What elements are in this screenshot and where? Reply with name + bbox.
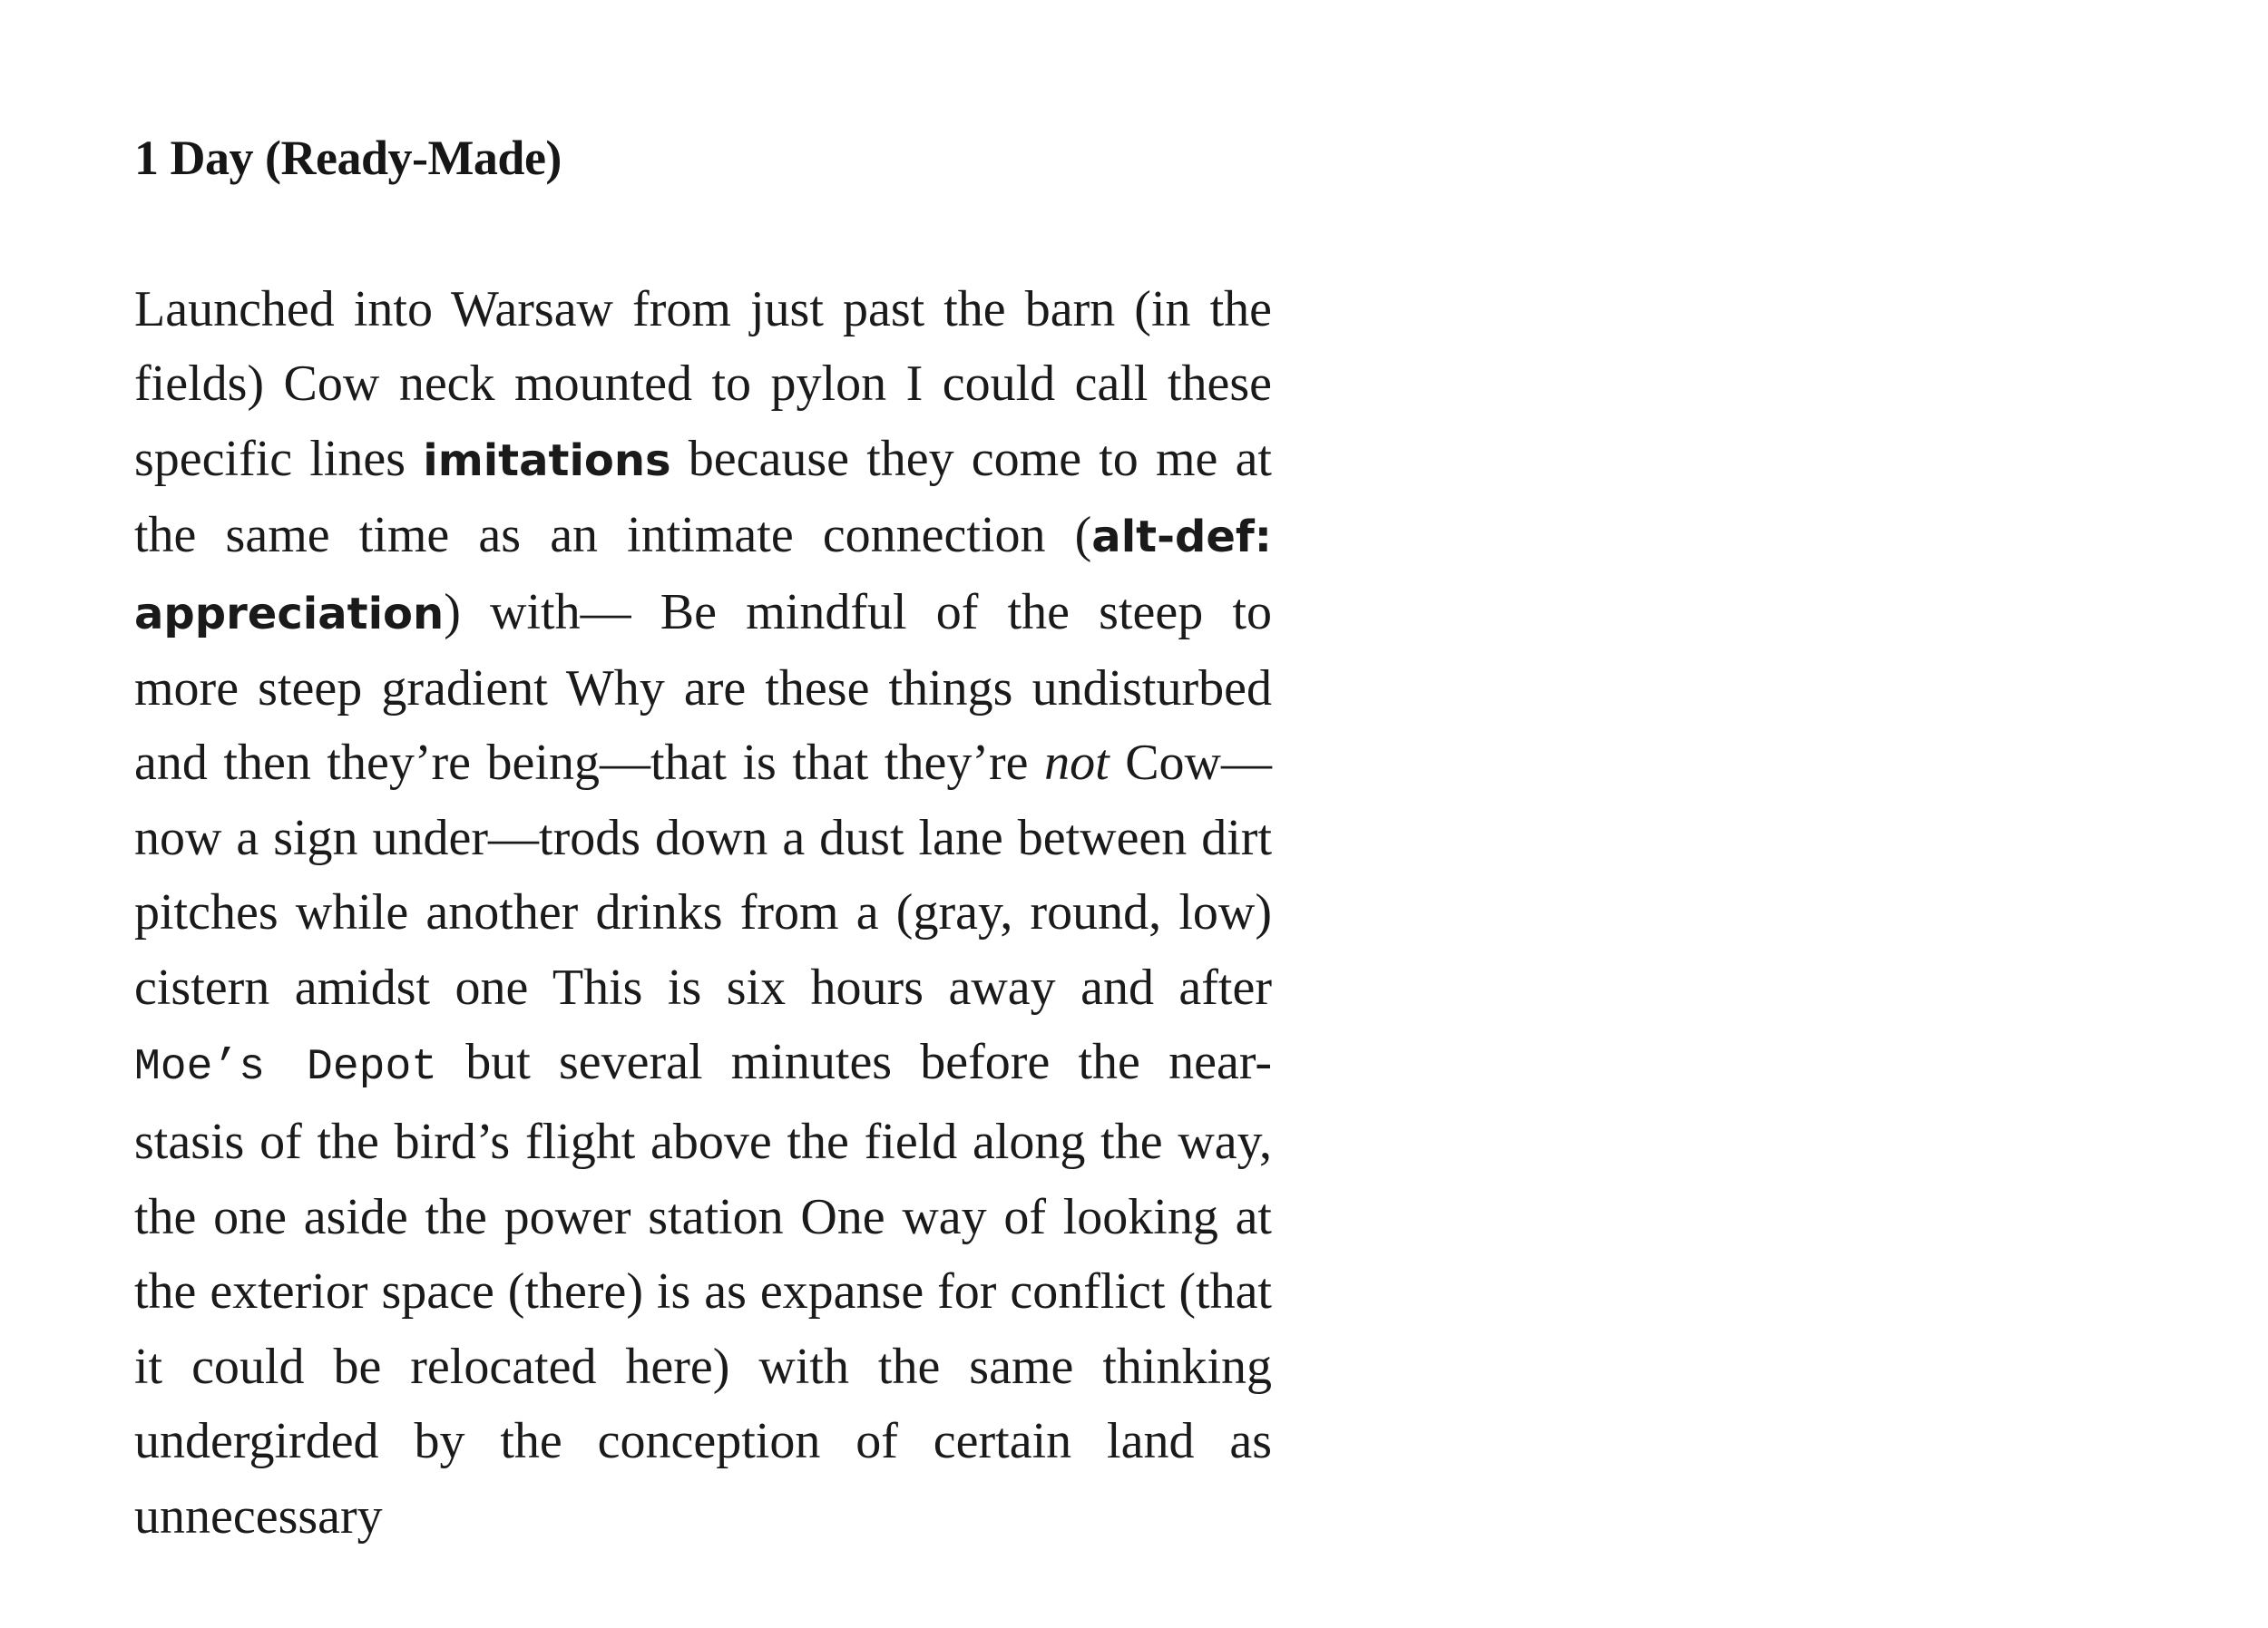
body-text-segment: ) with— Be mindful of the steep to more steep gradient Why are these things undisturbed and then they’re being—that is that they’re bbox=[134, 583, 1272, 792]
body-text-segment: Cow—now a sign under—trods down a dust lane between dirt pitches while another drinks from a (gray, round, low) cistern amidst one This is six hours away and after bbox=[134, 735, 1272, 1016]
italic-word-not: not bbox=[1044, 735, 1110, 792]
body-text-segment: Launched into Warsaw from just past the barn (in the fields) Cow neck mounted to pylon I could call these specific lines bbox=[134, 281, 1272, 487]
body-text-segment: because they come to me at the same time as an intimate connection ( bbox=[134, 430, 1272, 564]
poem-body bbox=[134, 272, 1272, 1554]
poem-title: 1 Day (Ready-Made) bbox=[134, 131, 562, 185]
bold-term-imitations: imitations bbox=[423, 434, 671, 486]
bold-term-alt-def: alt-def: appreciation bbox=[134, 512, 1272, 639]
body-text-segment: but several minutes before the near-stasis of the bird’s flight above the field along the way, the one aside the power station One way of looking at the exterior space (there) is as expanse for conflict (that it could be relocated here) with the same thinking undergirded by the conception of certain land as unnecessary bbox=[134, 1034, 1272, 1545]
monospace-place-name: Moe’s Depot bbox=[134, 1043, 438, 1093]
